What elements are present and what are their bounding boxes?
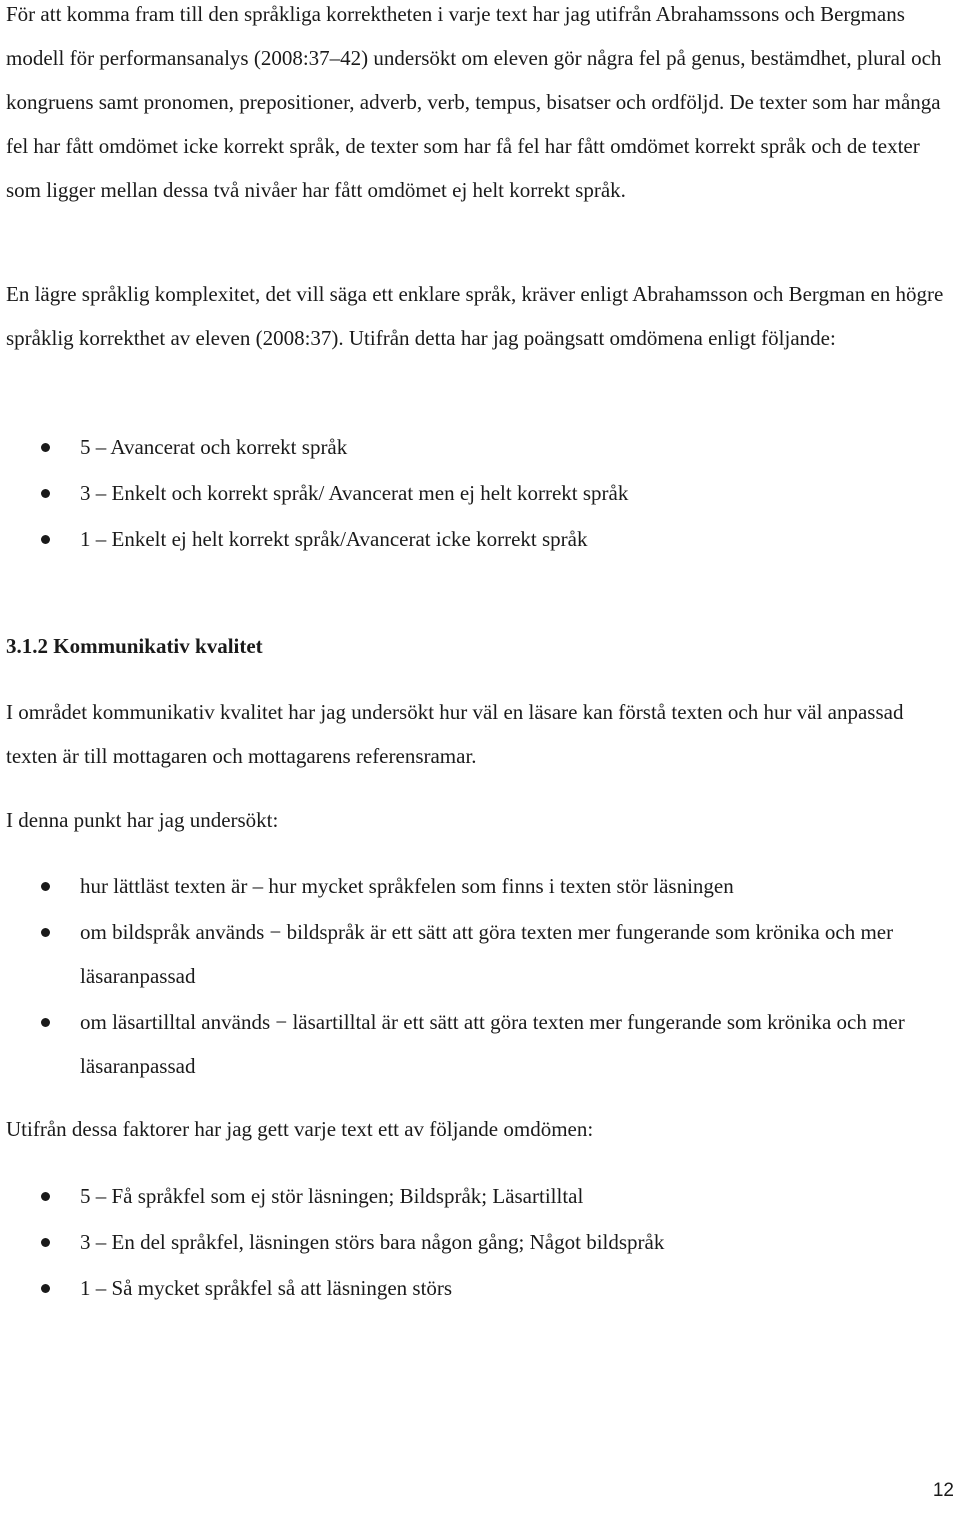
paragraph-investigated: I denna punkt har jag undersökt: xyxy=(6,808,279,832)
bullet-icon xyxy=(41,535,50,544)
list-item: 3 – Enkelt och korrekt språk/ Avancerat men ej helt korrekt språk xyxy=(6,471,956,515)
score-list-communicative xyxy=(6,1174,956,1312)
bullet-icon xyxy=(41,489,50,498)
page-number: 12 xyxy=(932,1480,954,1501)
section-heading: 3.1.2 Kommunikativ kvalitet xyxy=(6,634,263,658)
bullet-icon xyxy=(41,443,50,452)
bullet-icon xyxy=(41,882,50,891)
investigated-criteria-list xyxy=(6,864,956,1090)
paragraph-communicative-quality: I området kommunikativ kvalitet har jag undersökt hur väl en läsare kan förstå texten och hur väl anpassad texten är till mottagaren och mottagarens referensramar. xyxy=(6,700,904,768)
list-item: hur lättläst texten är – hur mycket språkfelen som finns i texten stör läsningen xyxy=(6,864,956,908)
list-item: 1 – Enkelt ej helt korrekt språk/Avancerat icke korrekt språk xyxy=(6,517,956,561)
list-item: 5 – Få språkfel som ej stör läsningen; Bildspråk; Läsartilltal xyxy=(6,1174,956,1218)
list-item: 5 – Avancerat och korrekt språk xyxy=(6,425,956,469)
paragraph-factors: Utifrån dessa faktorer har jag gett varje text ett av följande omdömen: xyxy=(6,1117,594,1141)
list-item: 3 – En del språkfel, läsningen störs bara någon gång; Något bildspråk xyxy=(6,1220,956,1264)
list-item: om läsartilltal används − läsartilltal är ett sätt att göra texten mer fungerande som krönika och mer läsaranpassad xyxy=(6,1000,956,1088)
paragraph-complexity: En lägre språklig komplexitet, det vill säga ett enklare språk, kräver enligt Abrahamsson och Bergman en högre språklig korrekthet av eleven (2008:37). Utifrån detta har jag poängsatt omdömena enligt följande: xyxy=(6,282,944,350)
bullet-icon xyxy=(41,1192,50,1201)
score-list-language xyxy=(6,425,956,563)
list-item: om bildspråk används − bildspråk är ett sätt att göra texten mer fungerande som krönika och mer läsaranpassad xyxy=(6,910,956,998)
paragraph-performance-analysis: För att komma fram till den språkliga korrektheten i varje text har jag utifrån Abrahamssons och Bergmans modell för performansanalys (2008:37–42) undersökt om eleven gör några fel på genus, bestämdhet, plural och kongruens samt pronomen, prepositioner, adverb, verb, tempus, bisatser och ordföljd. De texter som har många fel har fått omdömet icke korrekt språk, de texter som har få fel har fått omdömet korrekt språk och de texter som ligger mellan dessa två nivåer har fått omdömet ej helt korrekt språk. xyxy=(6,2,942,202)
list-item: 1 – Så mycket språkfel så att läsningen störs xyxy=(6,1266,956,1310)
bullet-icon xyxy=(41,1018,50,1027)
bullet-icon xyxy=(41,928,50,937)
bullet-icon xyxy=(41,1284,50,1293)
bullet-icon xyxy=(41,1238,50,1247)
